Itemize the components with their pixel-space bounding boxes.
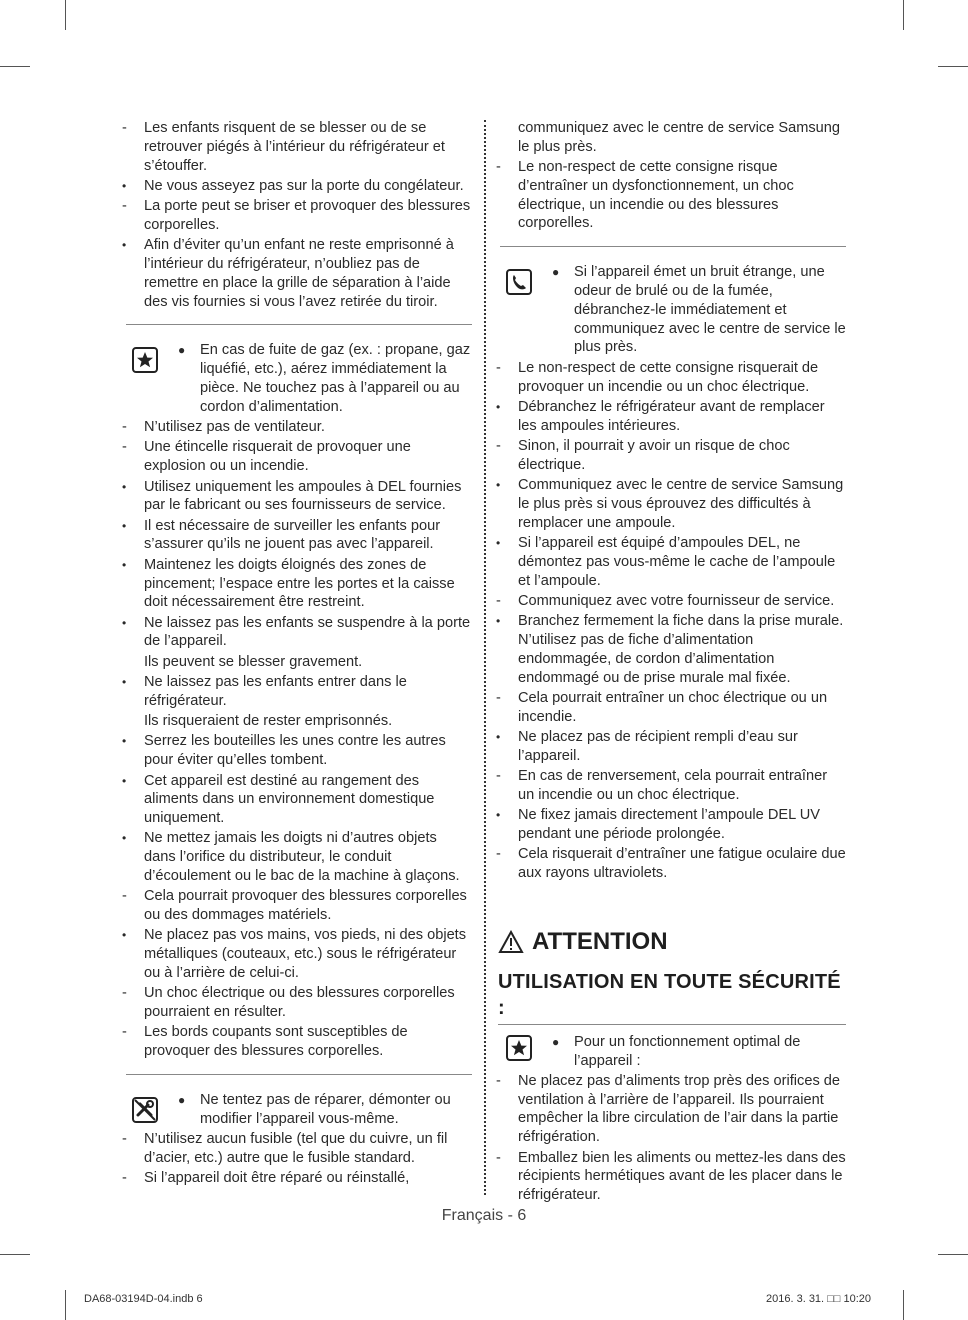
bullet-item — [494, 398, 846, 436]
right-block-1 — [494, 119, 846, 233]
item-text: Cet appareil est destiné au rangement des aliments dans un environnement domestique uniquement. — [144, 772, 435, 827]
item-text: Ils risqueraient de rester emprisonnés. — [144, 713, 393, 730]
item-text: Communiquez avec votre fournisseur de service. — [518, 592, 835, 609]
bullet-item — [494, 728, 846, 766]
item-text: Débranchez le réfrigérateur avant de remplacer les ampoules intérieures. — [518, 398, 825, 434]
optimal-use-text: Pour un fonctionnement optimal de l’appareil : — [574, 1033, 801, 1069]
list-marker: - — [122, 985, 127, 1002]
phone-icon — [504, 267, 534, 297]
item-text: communiquez avec le centre de service Samsung le plus près. — [518, 120, 841, 155]
warning-triangle-icon — [498, 930, 524, 954]
item-text: Ne placez pas d’aliments trop près des orifices de ventilation à l’arrière de l’appareil. Ils pourraient empêcher la libre circulation de l’air dans la partie réfrigération. — [518, 1072, 841, 1146]
list-marker: - — [122, 1170, 127, 1187]
item-text: Cela pourrait provoquer des blessures corporelles ou des dommages matériels. — [144, 888, 467, 924]
repair-text: Ne tentez pas de réparer, démonter ou modifier l’appareil vous-même. — [200, 1091, 451, 1127]
list-marker: - — [122, 1131, 127, 1148]
item-text: Les bords coupants sont susceptibles de provoquer des blessures corporelles. — [144, 1024, 408, 1060]
item-text: Maintenez les doigts éloignés des zones de pincement; l’espace entre les portes et la caisse doit nécessairement être restreint. — [144, 556, 455, 611]
bullet-item — [120, 236, 472, 311]
item-text: Ne laissez pas les enfants entrer dans le réfrigérateur. — [144, 674, 407, 709]
list-marker: - — [496, 1149, 501, 1166]
noise-text: Si l’appareil émet un bruit étrange, une odeur de brulé ou de la fumée, débranchez-le immédiatement et communiquez avec le centre de service le plus près. — [574, 264, 846, 356]
item-text: Communiquez avec le centre de service Samsung le plus près si vous éprouvez des difficultés à remplacer une ampoule. — [518, 477, 844, 531]
dash-item — [494, 1149, 846, 1205]
bullet-item — [494, 534, 846, 590]
list-marker: • — [122, 675, 127, 690]
dash-item — [494, 359, 846, 397]
attention-heading — [494, 927, 846, 957]
list-marker: - — [122, 888, 127, 905]
item-text: Une étincelle risquerait de provoquer une explosion ou un incendie. — [144, 439, 411, 475]
item-text: Les enfants risquent de se blesser ou de se retrouver piégés à l’intérieur du réfrigérateur et s’étouffer. — [144, 120, 445, 174]
list-marker: • — [122, 928, 127, 943]
dash-item — [494, 437, 846, 475]
bullet-item — [494, 806, 846, 844]
list-marker: • — [122, 734, 127, 749]
item-text: Afin d’éviter qu’un enfant ne reste emprisonné à l’intérieur du réfrigérateur, n’oubliez pas de remettre en place la grille de séparation à l’aide des vis fournies si vous l’avez retirée du tiroir. — [144, 237, 454, 310]
item-text: Branchez fermement la fiche dans la prise murale. N’utilisez pas de fiche d’alimentation endommagée, de cordon d’alimentation endommagé ou de prise murale mal fixée. — [518, 613, 844, 686]
left-column — [120, 119, 472, 1189]
dash-item — [494, 689, 846, 727]
dash-item — [494, 592, 846, 611]
item-text: En cas de renversement, cela pourrait entraîner un incendie ou un choc électrique. — [518, 768, 828, 803]
list-marker: - — [496, 768, 501, 784]
list-marker: • — [122, 615, 127, 630]
item-text: Cela risquerait d’entraîner une fatigue oculaire due aux rayons ultraviolets. — [518, 846, 846, 881]
item-text: Sinon, il pourrait y avoir un risque de choc électrique. — [518, 437, 790, 473]
optimal-use-notice — [494, 1033, 846, 1071]
continuation-text — [494, 119, 846, 157]
divider — [126, 324, 472, 325]
continuation-text — [120, 712, 472, 731]
gas-leak-text: En cas de fuite de gaz (ex. : propane, gaz liquéfié, etc.), aérez immédiatement la pièce. Ne touchez pas à l’appareil ou au cordon d’alimentation. — [200, 342, 471, 415]
column-separator — [484, 120, 486, 1195]
right-block-3 — [494, 1072, 846, 1205]
bullet-item — [494, 612, 846, 687]
dash-item — [120, 984, 472, 1022]
divider — [498, 1024, 846, 1025]
left-block-2 — [120, 418, 472, 1061]
bullet: ● — [178, 343, 186, 358]
section-title: UTILISATION EN TOUTE SÉCURITÉ : — [498, 970, 841, 1019]
item-text: Serrez les bouteilles les unes contre les autres pour éviter qu’elles tombent. — [144, 733, 446, 769]
dash-item — [120, 1169, 472, 1188]
star-icon — [504, 1033, 534, 1063]
crop-mark — [903, 0, 904, 30]
item-text: N’utilisez pas de ventilateur. — [144, 419, 325, 436]
gas-leak-notice — [120, 341, 472, 416]
right-block-2 — [494, 359, 846, 883]
left-block-1 — [120, 119, 472, 311]
list-marker: - — [496, 592, 501, 609]
bullet: ● — [178, 1092, 186, 1107]
bullet-item — [120, 673, 472, 711]
list-marker: - — [496, 846, 501, 863]
left-block-3 — [120, 1130, 472, 1188]
bullet: ● — [552, 265, 560, 280]
dash-item — [120, 1023, 472, 1061]
dash-item — [120, 197, 472, 235]
item-text: Ne placez pas vos mains, vos pieds, ni des objets métalliques (couteaux, etc.) sous le réfrigérateur ou à l’arrière de celui-ci. — [144, 927, 467, 981]
crop-mark — [65, 0, 66, 30]
list-marker: - — [496, 1072, 501, 1089]
item-text: Le non-respect de cette consigne risquerait de provoquer un incendie ou un choc électrique. — [518, 359, 819, 395]
list-marker: • — [496, 478, 501, 493]
bullet-item — [120, 772, 472, 828]
list-marker: • — [496, 808, 501, 823]
divider — [126, 1074, 472, 1075]
list-marker: - — [496, 437, 501, 454]
item-text: Cela pourrait entraîner un choc électrique ou un incendie. — [518, 689, 828, 725]
list-marker: • — [122, 557, 127, 572]
crop-mark — [0, 1254, 30, 1255]
list-marker: • — [122, 479, 127, 494]
repair-notice — [120, 1091, 472, 1129]
item-text: Ils peuvent se blesser gravement. — [144, 653, 363, 670]
dash-item — [120, 1130, 472, 1168]
list-marker: - — [122, 120, 127, 136]
list-marker: • — [496, 399, 501, 414]
crop-mark — [938, 1254, 968, 1255]
bullet-item — [494, 476, 846, 532]
list-marker: - — [496, 689, 501, 706]
page-footer: Français - 6 — [441, 1207, 527, 1224]
list-marker: - — [122, 1024, 127, 1041]
item-text: Le non-respect de cette consigne risque d’entraîner un dysfonctionnement, un choc électrique, un incendie ou des blessures corporelles. — [518, 159, 794, 232]
list-marker: • — [496, 614, 501, 629]
item-text: Ne fixez jamais directement l’ampoule DEL UV pendant une période prolongée. — [518, 807, 820, 842]
dash-item — [494, 767, 846, 805]
item-text: Utilisez uniquement les ampoules à DEL fournies par le fabricant ou ses fournisseurs de service. — [144, 478, 462, 514]
item-text: Ne placez pas de récipient rempli d’eau sur l’appareil. — [518, 728, 798, 764]
star-icon — [130, 345, 160, 375]
no-repair-icon — [130, 1095, 160, 1125]
dash-item — [120, 119, 472, 175]
list-marker: - — [496, 359, 501, 376]
print-slug-left: DA68-03194D-04.indb 6 — [84, 1293, 203, 1305]
bullet: ● — [552, 1034, 560, 1049]
dash-item — [120, 438, 472, 476]
list-marker: • — [122, 831, 127, 846]
list-marker: - — [122, 439, 127, 456]
dash-item — [494, 1072, 846, 1147]
crop-mark — [903, 1290, 904, 1320]
dash-item — [120, 418, 472, 437]
bullet-item — [120, 829, 472, 885]
dash-item — [494, 845, 846, 883]
bullet-item — [120, 556, 472, 612]
item-text: Il est nécessaire de surveiller les enfants pour s’assurer qu’ils ne jouent pas avec l’appareil. — [144, 517, 441, 553]
list-marker: • — [122, 178, 127, 193]
item-text: Si l’appareil est équipé d’ampoules DEL, ne démontez pas vous-même le cache de l’ampoule et l’ampoule. — [518, 534, 836, 589]
item-text: La porte peut se briser et provoquer des blessures corporelles. — [144, 198, 471, 233]
continuation-text — [120, 653, 472, 672]
list-marker: • — [122, 773, 127, 788]
crop-mark — [0, 66, 30, 67]
dash-item — [494, 158, 846, 233]
list-marker: - — [496, 159, 501, 176]
item-text: Emballez bien les aliments ou mettez-les dans des récipients hermétiques avant de les placer dans le réfrigérateur. — [518, 1149, 846, 1204]
dash-item — [120, 887, 472, 925]
list-marker: - — [122, 419, 127, 436]
item-text: Ne mettez jamais les doigts ni d’autres objets dans l’orifice du distributeur, le conduit d’écoulement ou le bac de la machine à glaçons. — [144, 830, 460, 884]
list-marker: - — [122, 198, 127, 215]
right-column — [494, 119, 846, 1206]
noise-notice — [494, 263, 846, 357]
divider — [500, 246, 846, 247]
crop-mark — [938, 66, 968, 67]
item-text: Ne vous asseyez pas sur la porte du congélateur. — [144, 177, 464, 194]
bullet-item — [120, 177, 472, 196]
bullet-item — [120, 732, 472, 770]
item-text: Un choc électrique ou des blessures corporelles pourraient en résulter. — [144, 985, 455, 1021]
bullet-item — [120, 614, 472, 652]
bullet-item — [120, 517, 472, 555]
bullet-item — [120, 926, 472, 982]
crop-mark — [65, 1290, 66, 1320]
item-text: Si l’appareil doit être réparé ou réinstallé, — [144, 1170, 410, 1187]
print-slug-right: 2016. 3. 31. □□ 10:20 — [766, 1293, 872, 1305]
list-marker: • — [496, 729, 501, 744]
list-marker: • — [496, 535, 501, 550]
bullet-item — [120, 478, 472, 516]
item-text: Ne laissez pas les enfants se suspendre à la porte de l’appareil. — [144, 614, 471, 650]
list-marker: • — [122, 238, 127, 253]
item-text: N’utilisez aucun fusible (tel que du cuivre, un fil d’acier, etc.) autre que le fusible standard. — [144, 1131, 448, 1166]
list-marker: • — [122, 518, 127, 533]
attention-label: ATTENTION — [532, 927, 668, 955]
